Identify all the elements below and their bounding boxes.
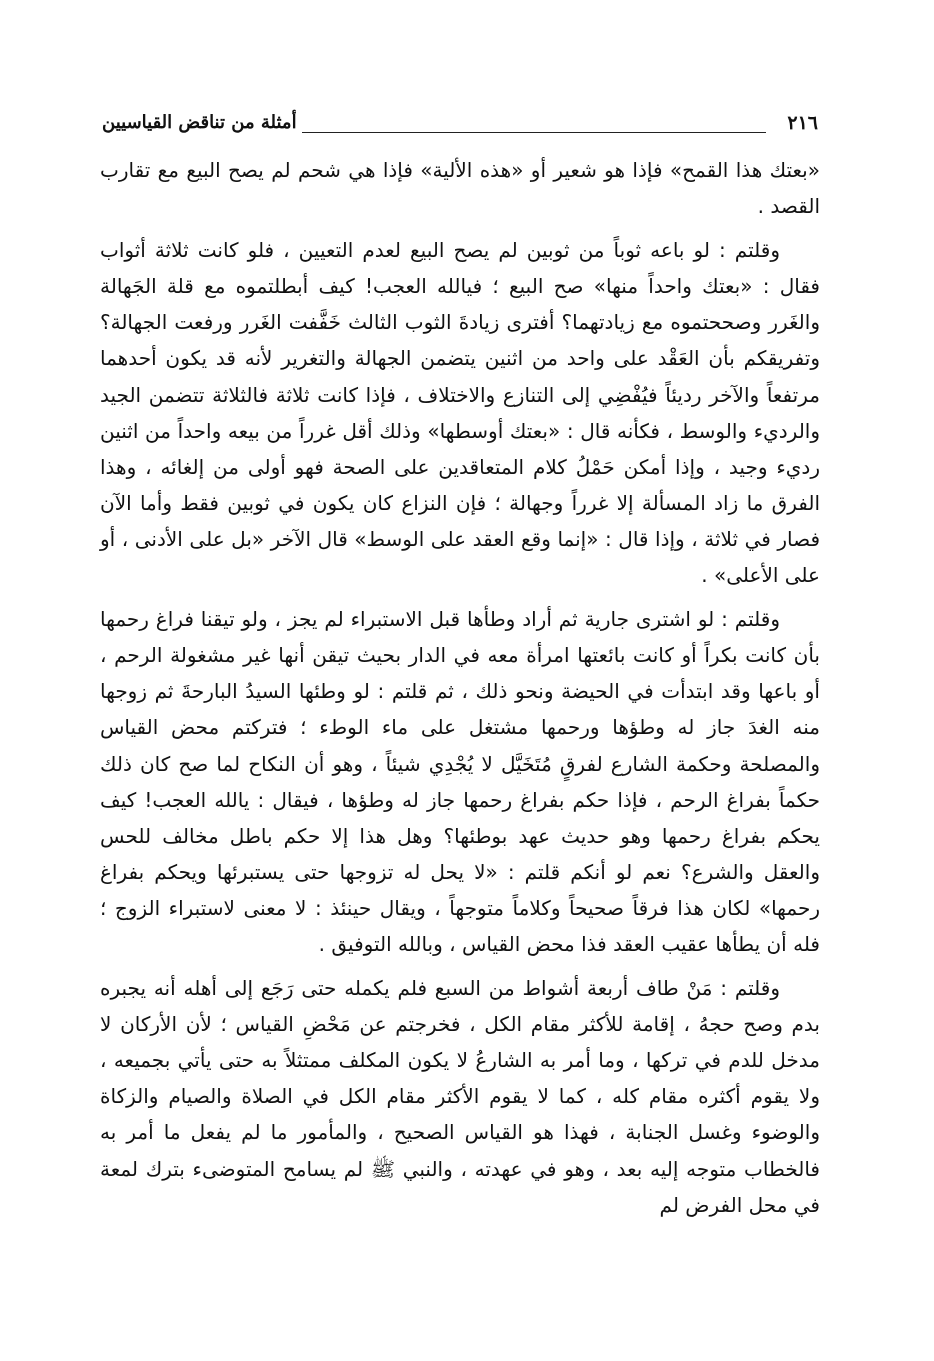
page-number: ٢١٦	[787, 112, 818, 134]
running-title: أمثلة من تناقض القياسيين	[102, 112, 297, 133]
page-header	[102, 112, 818, 152]
paragraph-4: وقلتم : مَنْ طاف أربعة أشواط من السبع فلم يكمله حتى رَجَع إلى أهله أنه يجبره بدم وصح حجهُ ، إقامة للأكثر مقام الكل ، فخرجتم عن مَحْضِ القياس ؛ لأن الأركان لا مدخل للدم في تركها ، وما أمر به الشارعُ لا يكون المكلف ممتثلاً به حتى يأتي بجميعه ، ولا يقوم أكثره مقام كله ، كما لا يقوم الأكثر مقام الكل في الصلاة والصيام والزكاة والوضوء وغسل الجنابة ، فهذا هو القياس الصحيح ، والمأمور ما لم يفعل ما أمر به فالخطاب متوجه إليه بعد ، وهو في عهدته ، والنبي ﷺ لم يسامح المتوضىء بترك لمعة في محل الفرض لم	[100, 976, 820, 1217]
paragraph-1: «بعتك هذا القمح» فإذا هو شعير أو «هذه الألية» فإذا هي شحم لم يصح البيع مع تقارب القصد .	[100, 158, 820, 219]
body-text	[100, 152, 820, 1223]
paragraph-2: وقلتم : لو باعه ثوباً من ثوبين لم يصح البيع لعدم التعيين ، فلو كانت ثلاثة أثواب فقال : «بعتك واحداً منها» صح البيع ؛ فيالله العجب! كيف أبطلتموه مع قلة الجَهالة والغَرر وصححتموه مع زيادتهما؟ أفترى زيادةَ الثوب الثالث خَفَّفت الغَرر ورفعت الجهالة؟ وتفريقكم بأن العَقْد على واحد من اثنين يتضمن الجهالة والتغرير لأنه قد يكون أحدهما مرتفعاً والآخر رديئاً فيُفْضِي إلى التنازع والاختلاف ، فإذا كانت ثلاثة فالثلاثة تتضمن الجيد والرديء والوسط ، فكأنه قال : «بعتك أوسطها» وذلك أقل غرراً من بيعه واحداً من اثنين رديء وجيد ، وإذا أمكن حَمْلُ كلام المتعاقدين على الصحة فهو أولى من إلغائه ، وهذا الفرق ما زاد المسألة إلا غرراً وجهالة ؛ فإن النزاع كان يكون في ثوبين فقط وأما الآن فصار في ثلاثة ، وإذا قال : «إنما وقع العقد على الوسط» قال الآخر «بل على الأدنى ، أو على الأعلى» .	[100, 238, 820, 588]
paragraph-3: وقلتم : لو اشترى جارية ثم أراد وطأها قبل الاستبراء لم يجز ، ولو تيقنا فراغ رحمها بأن كانت بكراً أو كانت بائعتها امرأة معه في الدار بحيث تيقن أنها غير مشغولة الرحم ، أو باعها وقد ابتدأت في الحيضة ونحو ذلك ، ثم قلتم : لو وطئها السيدُ البارحةَ ثم زوجها منه الغدَ جاز له وطؤها ورحمها مشتغل على ماء الوطء ؛ فتركتم محض القياس والمصلحة وحكمة الشارع لفرقٍ مُتَخَيَّل لا يُجْدِي شيئاً ، وهو أن النكاح لما صح كان ذلك حكماً بفراغ الرحم ، فإذا حكم بفراغ رحمها جاز له وطؤها ، فيقال : يالله العجب! كيف يحكم بفراغ رحمها وهو حديث عهد بوطئها؟ وهل هذا إلا حكم باطل مخالف للحس والعقل والشرع؟ نعم لو أنكم قلتم : «لا يحل له تزوجها حتى يستبرئها ويحكم بفراغ رحمها» لكان هذا فرقاً صحيحاً وكلاماً متوجهاً ، ويقال حينئذ : لا معنى لاستبراء الزوج ؛ فله أن يطأها عقيب العقد فذا محض القياس ، وبالله التوفيق .	[100, 607, 820, 956]
header-rule	[302, 132, 766, 133]
